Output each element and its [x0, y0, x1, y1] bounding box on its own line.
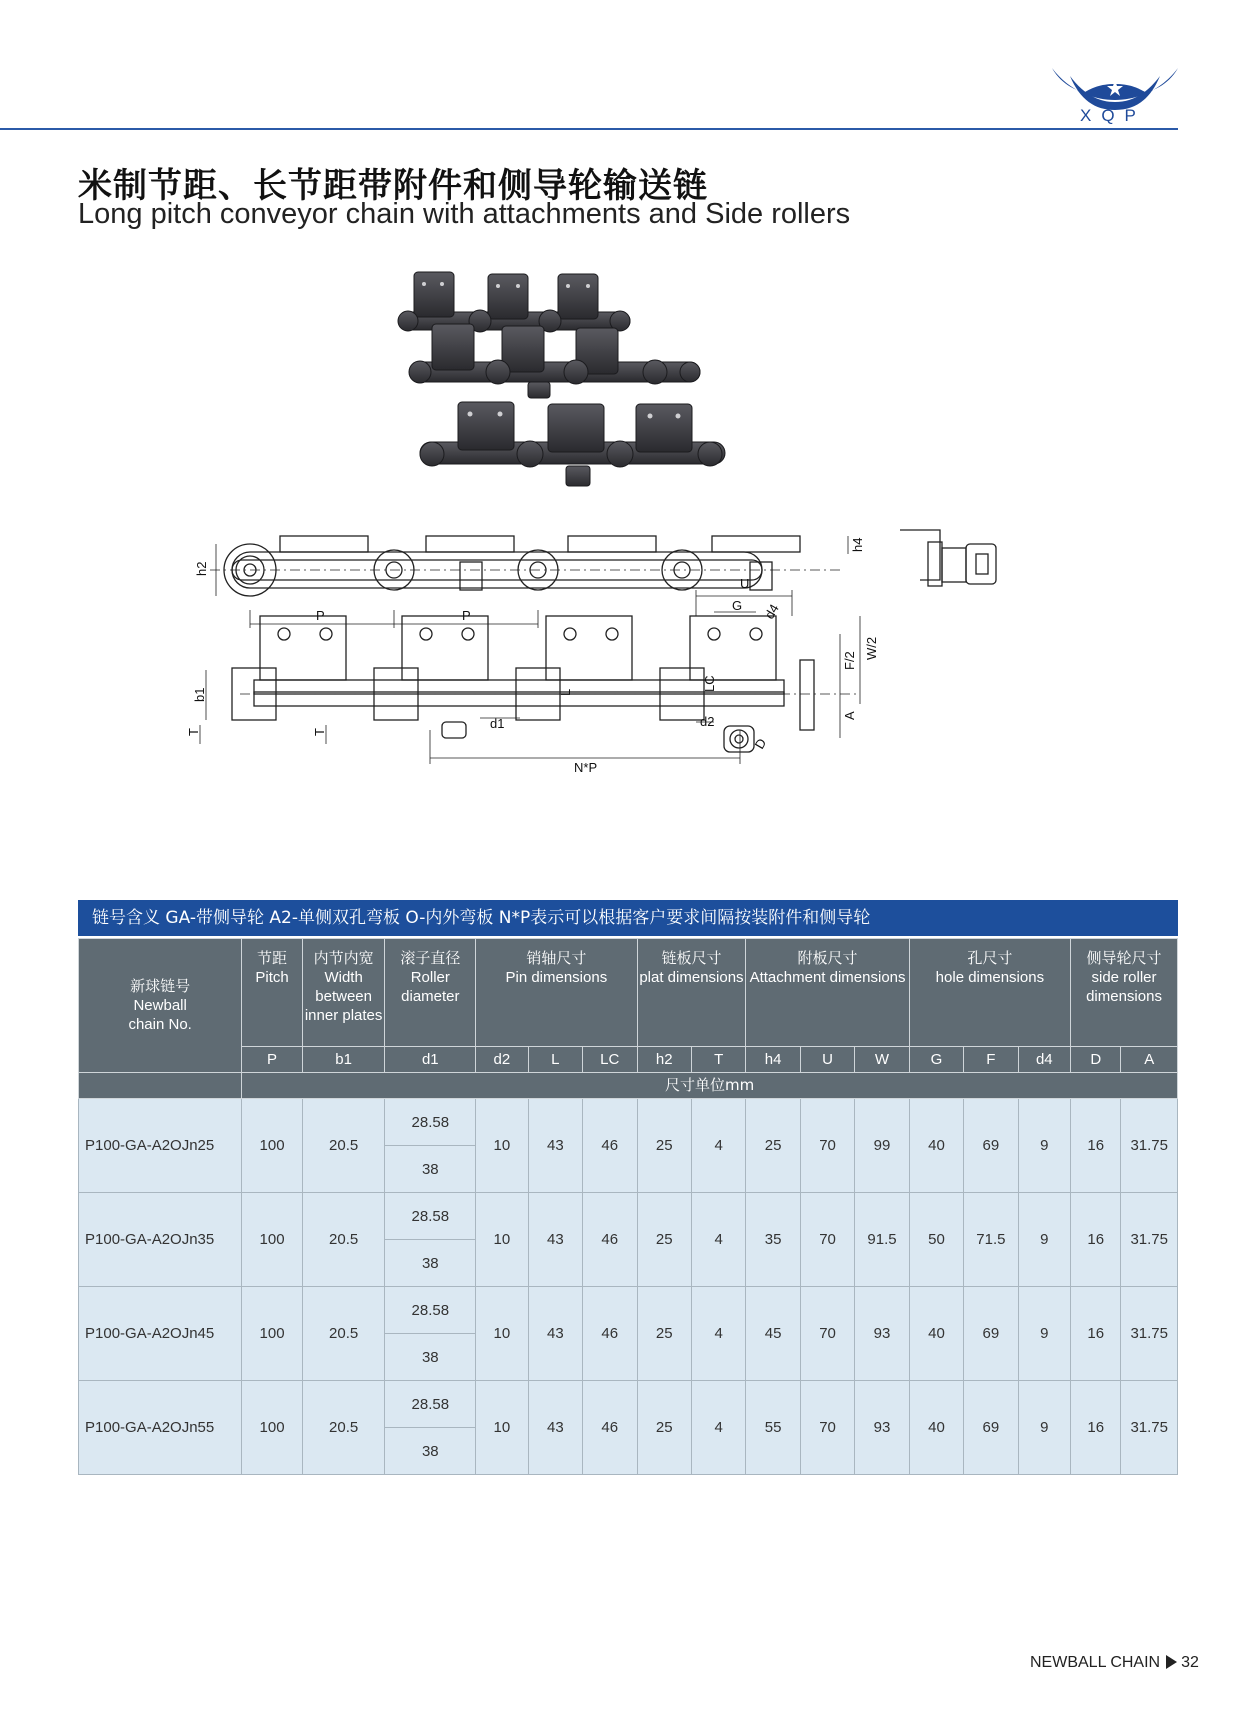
table-row [79, 1381, 1178, 1428]
cell-a: 31.75 [1121, 1193, 1178, 1287]
cell-d1-a: 28.58 [385, 1099, 476, 1146]
dim-d1: d1 [490, 716, 505, 731]
cell-h2: 25 [637, 1099, 691, 1193]
cell-d4: 9 [1018, 1287, 1070, 1381]
cell-d1-b: 38 [385, 1146, 476, 1193]
cell-t: 4 [691, 1099, 745, 1193]
cell-h2: 25 [637, 1193, 691, 1287]
cell-l: 43 [528, 1287, 582, 1381]
cell-g: 50 [909, 1193, 963, 1287]
page-footer [1030, 1654, 1199, 1672]
dim-d4: d4 [761, 601, 782, 622]
chain-product-photo [380, 262, 760, 502]
cell-p: 100 [242, 1193, 302, 1287]
cell-d: 16 [1071, 1193, 1121, 1287]
cell-d2: 10 [476, 1381, 528, 1475]
sym-t: T [691, 1047, 745, 1073]
table-row [79, 1099, 1178, 1146]
cell-l: 43 [528, 1099, 582, 1193]
col-header-plate: 链板尺寸 plat dimensions [637, 939, 746, 1047]
cell-t: 4 [691, 1287, 745, 1381]
cell-f: 69 [964, 1099, 1018, 1193]
page-number: 32 [1181, 1654, 1199, 1671]
cell-l: 43 [528, 1193, 582, 1287]
col-header-width: 内节内宽 Width between inner plates [302, 939, 385, 1047]
cell-d4: 9 [1018, 1381, 1070, 1475]
cell-u: 70 [800, 1287, 854, 1381]
dim-a: A [842, 711, 857, 720]
cell-b1: 20.5 [302, 1381, 385, 1475]
col-header-attachment: 附板尺寸 Attachment dimensions [746, 939, 909, 1047]
cell-d1-b: 38 [385, 1240, 476, 1287]
cell-h4: 55 [746, 1381, 800, 1475]
col-header-hole: 孔尺寸 hole dimensions [909, 939, 1070, 1047]
dim-u: U [740, 576, 750, 591]
sym-a: A [1121, 1047, 1178, 1073]
cell-w: 93 [855, 1287, 909, 1381]
sym-g: G [909, 1047, 963, 1073]
cell-model: P100-GA-A2OJn45 [79, 1287, 242, 1381]
logo-text: XQP [1080, 106, 1146, 125]
cell-w: 93 [855, 1381, 909, 1475]
sym-lc: LC [583, 1047, 637, 1073]
cell-lc: 46 [583, 1193, 637, 1287]
cell-a: 31.75 [1121, 1099, 1178, 1193]
cell-model: P100-GA-A2OJn25 [79, 1099, 242, 1193]
cell-d2: 10 [476, 1099, 528, 1193]
cell-h4: 35 [746, 1193, 800, 1287]
cell-b1: 20.5 [302, 1099, 385, 1193]
cell-model: P100-GA-A2OJn55 [79, 1381, 242, 1475]
cell-d: 16 [1071, 1381, 1121, 1475]
cell-lc: 46 [583, 1287, 637, 1381]
cell-d1-a: 28.58 [385, 1287, 476, 1334]
cell-d4: 9 [1018, 1193, 1070, 1287]
cell-u: 70 [800, 1381, 854, 1475]
dim-l: L [558, 688, 573, 696]
cell-d4: 9 [1018, 1099, 1070, 1193]
page-title-en: Long pitch conveyor chain with attachments and Side rollers [78, 198, 851, 230]
cell-p: 100 [242, 1099, 302, 1193]
col-header-model [79, 939, 242, 1073]
dim-t-1: T [186, 728, 201, 736]
cell-l: 43 [528, 1381, 582, 1475]
sym-f: F [964, 1047, 1018, 1073]
dim-d2: d2 [700, 714, 715, 729]
dim-h2: h2 [194, 561, 209, 576]
cell-t: 4 [691, 1381, 745, 1475]
dim-d: D [751, 735, 770, 752]
cell-b1: 20.5 [302, 1287, 385, 1381]
cell-w: 91.5 [855, 1193, 909, 1287]
cell-g: 40 [909, 1287, 963, 1381]
cell-d1-a: 28.58 [385, 1193, 476, 1240]
dim-lc: LC [702, 675, 717, 692]
cell-d: 16 [1071, 1287, 1121, 1381]
cell-t: 4 [691, 1193, 745, 1287]
cell-f: 71.5 [964, 1193, 1018, 1287]
col-header-pitch: 节距 Pitch [242, 939, 302, 1047]
cell-lc: 46 [583, 1381, 637, 1475]
col-header-side-roller: 侧导轮尺寸 side roller dimensions [1071, 939, 1178, 1047]
cell-u: 70 [800, 1193, 854, 1287]
dim-f2: F/2 [842, 651, 857, 670]
col-header-pin: 销轴尺寸 Pin dimensions [476, 939, 637, 1047]
cell-d2: 10 [476, 1193, 528, 1287]
sym-h2: h2 [637, 1047, 691, 1073]
cell-h4: 45 [746, 1287, 800, 1381]
sym-d1: d1 [385, 1047, 476, 1073]
cell-a: 31.75 [1121, 1287, 1178, 1381]
sym-p: P [242, 1047, 302, 1073]
cell-d: 16 [1071, 1099, 1121, 1193]
cell-h2: 25 [637, 1287, 691, 1381]
header-rule [0, 128, 1178, 130]
spec-table [78, 938, 1178, 1475]
cell-u: 70 [800, 1099, 854, 1193]
footer-brand: NEWBALL CHAIN [1030, 1654, 1161, 1671]
cell-f: 69 [964, 1381, 1018, 1475]
model-header-cn: 新球链号 [130, 977, 191, 995]
cell-lc: 46 [583, 1099, 637, 1193]
cell-f: 69 [964, 1287, 1018, 1381]
table-row [79, 1287, 1178, 1334]
sym-u: U [800, 1047, 854, 1073]
technical-drawing [180, 520, 1040, 850]
sym-d4: d4 [1018, 1047, 1070, 1073]
dim-t-2: T [312, 728, 327, 736]
cell-d1-a: 28.58 [385, 1381, 476, 1428]
model-header-en1: Newball [133, 997, 187, 1014]
sym-w: W [855, 1047, 909, 1073]
cell-p: 100 [242, 1381, 302, 1475]
page-title-cn: 米制节距、长节距带附件和侧导轮输送链 [78, 166, 708, 206]
legend-bar: 链号含义 GA-带侧导轮 A2-单侧双孔弯板 O-内外弯板 N*P表示可以根据客户要求间隔按装附件和侧导轮 [78, 900, 1178, 936]
dim-p-1: P [316, 608, 325, 623]
sym-l: L [528, 1047, 582, 1073]
sym-d2: d2 [476, 1047, 528, 1073]
cell-w: 99 [855, 1099, 909, 1193]
dim-b1: b1 [192, 687, 207, 702]
dim-p-2: P [462, 608, 471, 623]
col-header-roller: 滚子直径 Roller diameter [385, 939, 476, 1047]
sym-h4: h4 [746, 1047, 800, 1073]
sym-d: D [1071, 1047, 1121, 1073]
cell-h2: 25 [637, 1381, 691, 1475]
table-row [79, 1193, 1178, 1240]
cell-model: P100-GA-A2OJn35 [79, 1193, 242, 1287]
model-header-en2: chain No. [128, 1016, 192, 1033]
dim-w2: W/2 [864, 636, 879, 660]
dim-np: N*P [574, 760, 598, 775]
cell-a: 31.75 [1121, 1381, 1178, 1475]
dim-h4: h4 [850, 537, 865, 552]
arrow-right-icon [1166, 1655, 1177, 1669]
cell-p: 100 [242, 1287, 302, 1381]
cell-g: 40 [909, 1099, 963, 1193]
sym-b1: b1 [302, 1047, 385, 1073]
cell-d1-b: 38 [385, 1334, 476, 1381]
unit-note: 尺寸单位mm [242, 1073, 1178, 1099]
cell-d1-b: 38 [385, 1428, 476, 1475]
cell-d2: 10 [476, 1287, 528, 1381]
cell-b1: 20.5 [302, 1193, 385, 1287]
cell-g: 40 [909, 1381, 963, 1475]
dim-g: G [732, 598, 743, 613]
cell-h4: 25 [746, 1099, 800, 1193]
